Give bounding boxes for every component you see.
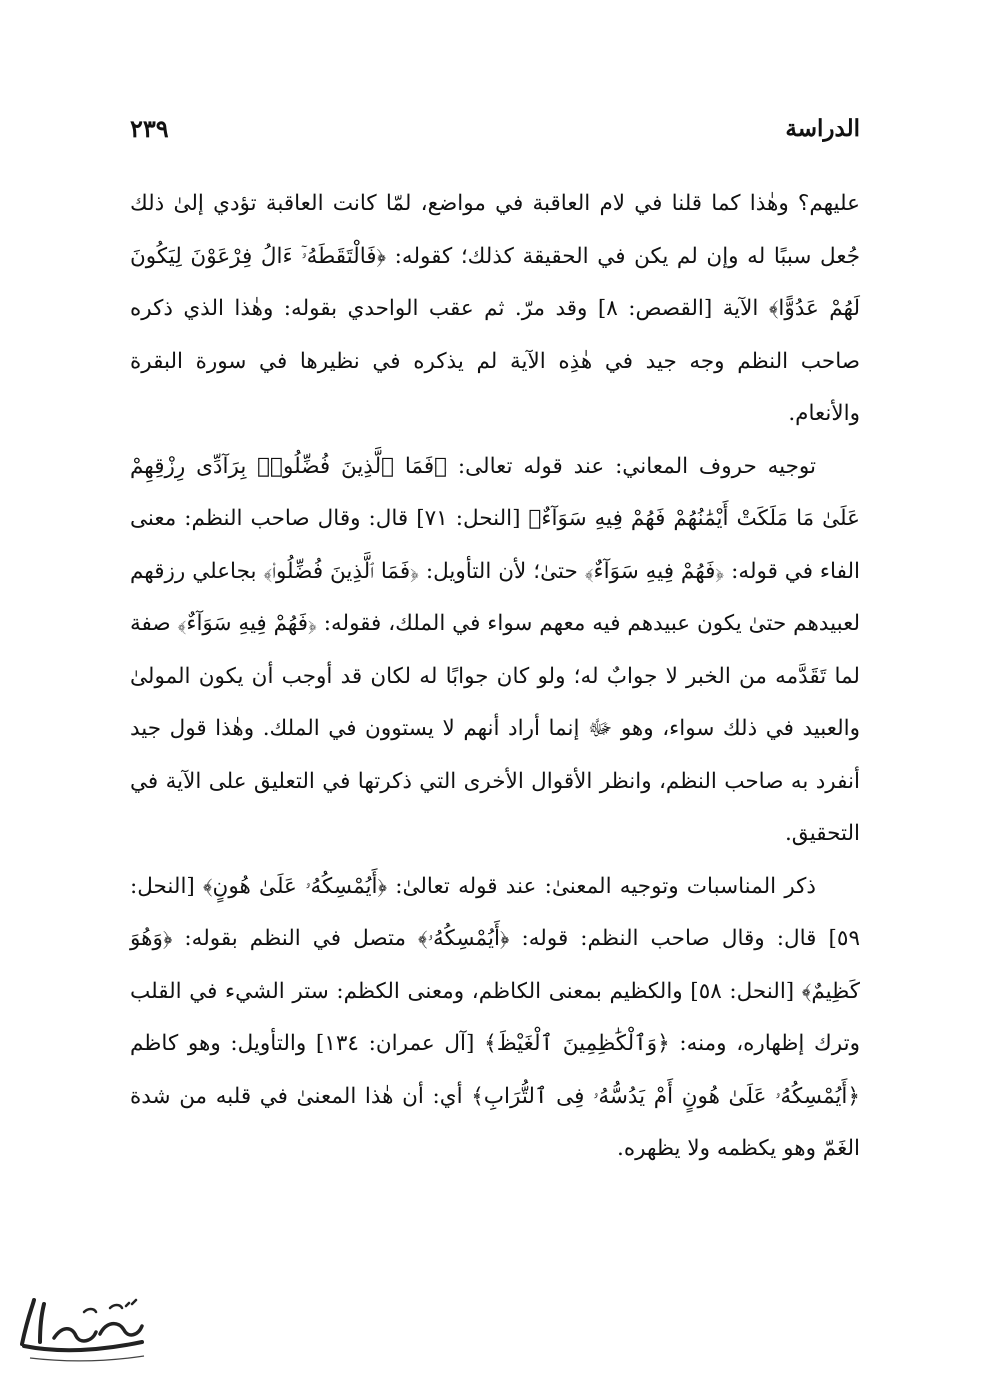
- watermark-calligraphy-icon: [14, 1286, 154, 1366]
- watermark-logo: [14, 1286, 154, 1366]
- paragraph-3: ذكر المناسبات وتوجيه المعنىٰ: عند قوله تعالىٰ: ﴿أَيُمْسِكُهُۥ عَلَىٰ هُونٍ﴾ [النحل: ٥٩] قال: وقال صاحب النظم: قوله: ﴿أَيُمْسِكُهُۥ﴾ متصل في النظم بقوله: ﴿وَهُوَ كَظِيمٌ﴾ [النحل: ٥٨] والكظيم بمعنى الكاظم، ومعنى الكظم: ستر الشيء في القلب وترك إظهاره، ومنه: ﴿وَٱلْكَٰظِمِينَ ٱلْغَيْظَ﴾ [آل عمران: ١٣٤] والتأويل: وهو كاظم ﴿أَيُمْسِكُهُۥ عَلَىٰ هُونٍ أَمْ يَدُسُّهُۥ فِى ٱلتُّرَابِ﴾ أي: أن هٰذا المعنىٰ في قلبه من شدة الغَمّ وهو يكظمه ولا يظهره.: [130, 873, 860, 1161]
- page-header: [130, 108, 860, 148]
- running-head: الدراسة: [785, 114, 860, 142]
- paragraph-1: عليهم؟ وهٰذا كما قلنا في لام العاقبة في مواضع، لمّا كانت العاقبة تؤدي إلىٰ ذلك جُعل سببًا له وإن لم يكن في الحقيقة كذلك؛ كقوله: ﴿فَالْتَقَطَهُۥٓ ءَالُ فِرْعَوْنَ لِيَكُونَ لَهُمْ عَدُوًّا﴾ الآية [القصص: ٨] وقد مرّ. ثم عقب الواحدي بقوله: وهٰذا الذي ذكره صاحب النظم وجه جيد في هٰذِه الآية لم يذكره في نظيرها في سورة البقرة والأنعام.: [130, 191, 860, 426]
- paragraph-2: توجيه حروف المعاني: عند قوله تعالى: ﴿فَمَا ٱلَّذِينَ فُضِّلُوا۟ بِرَآدِّى رِزْقِهِمْ عَلَىٰ مَا مَلَكَتْ أَيْمَٰنُهُمْ فَهُمْ فِيهِ سَوَآءٌ﴾ [النحل: ٧١] قال: وقال صاحب النظم: معنى الفاء في قوله: ﴿فَهُمْ فِيهِ سَوَآءٌ﴾ حتىٰ؛ لأن التأويل: ﴿فَمَا ٱلَّذِينَ فُضِّلُوا۟﴾ بجاعلي رزقهم لعبيدهم حتىٰ يكون عبيدهم فيه معهم سواء في الملك، فقوله: ﴿فَهُمْ فِيهِ سَوَآءٌ﴾ صفة لما تَقَدَّمه من الخبر لا جوابٌ له؛ ولو كان جوابًا له لكان قد أوجب أن يكون المولىٰ والعبيد في ذلك سواء، وهو ﷻ إنما أراد أنهم لا يستوون في الملك. وهٰذا قول جيد أنفرد به صاحب النظم، وانظر الأقوال الأخرى التي ذكرتها في التعليق على الآية في التحقيق.: [130, 453, 860, 846]
- body-text: [130, 178, 860, 1176]
- page-number: ٢٣٩: [130, 113, 169, 143]
